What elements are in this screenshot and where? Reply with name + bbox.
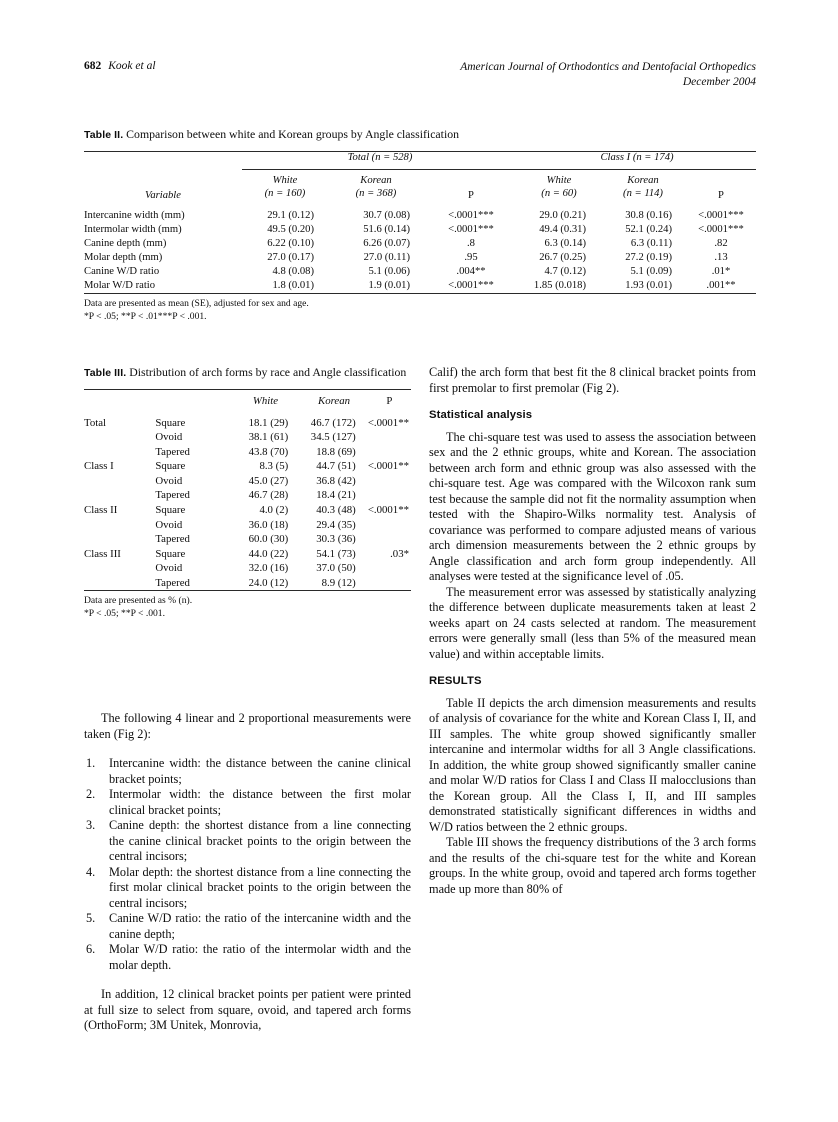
row-korean: 37.0 (50) (316, 562, 356, 575)
table-2-class1-white-header (518, 170, 600, 205)
table-2-number: Table II. (84, 129, 124, 141)
row-arch-form: Ovoid (155, 474, 183, 487)
row-total-p: .004** (456, 266, 486, 278)
list-item-marker: 4. (86, 864, 96, 879)
row-class1-korean: 1.93 (0.01) (625, 280, 672, 292)
row-arch-form: Square (155, 547, 186, 560)
row-class1-p: .001** (706, 280, 736, 292)
row-white: 32.0 (16) (248, 562, 289, 575)
row-p: <.0001** (367, 460, 409, 473)
row-p (368, 532, 411, 547)
list-item-text: Intercanine width: the distance between the canine clinical bracket points; (109, 756, 411, 786)
row-arch-form: Ovoid (155, 518, 183, 531)
row-class1-white: 26.7 (0.25) (539, 252, 586, 264)
row-total-white: 49.5 (0.20) (267, 223, 314, 235)
row-total-p: .95 (464, 252, 478, 264)
statistical-paragraph-2: The measurement error was assessed by statistically analyzing the difference between duplicate measurements taken at least 2 weeks apart on 24 casts selected at random. The measurement errors were generally small (less than 5% of the measured mean value) and within acceptable limits. (429, 584, 756, 661)
row-white: 43.8 (70) (248, 445, 289, 458)
row-white: 44.0 (22) (248, 547, 289, 560)
table-row (84, 430, 411, 445)
table-3-korean-header: Korean (318, 394, 350, 407)
label-line-1: White (272, 174, 298, 186)
running-head (84, 60, 756, 100)
row-arch-form: Tapered (155, 445, 190, 458)
row-p: <.0001** (367, 416, 409, 429)
page-number: 682 (84, 60, 102, 72)
row-total-white: 4.8 (0.08) (272, 266, 314, 278)
row-korean: 29.4 (35) (316, 518, 356, 531)
table-2-class1-p-header: P (718, 189, 724, 201)
list-item-marker: 2. (86, 787, 96, 801)
row-p (368, 561, 411, 576)
row-total-p: <.0001*** (448, 209, 494, 221)
list-item-text: Intermolar width: the distance between the first molar clinical bracket points; (109, 787, 411, 817)
row-class1-korean: 6.3 (0.11) (630, 237, 672, 249)
row-p (368, 474, 411, 489)
table-row (84, 205, 756, 223)
table-row (84, 444, 411, 459)
row-group (84, 430, 155, 445)
row-korean: 40.3 (48) (316, 504, 356, 517)
row-group: Class II (84, 504, 118, 517)
list-item (84, 865, 411, 912)
table-3-number: Table III. (84, 367, 127, 379)
measures-intro-paragraph: The following 4 linear and 2 proportional measurements were taken (Fig 2): (84, 711, 411, 741)
row-class1-p: .01* (711, 266, 731, 278)
heading-results: RESULTS (429, 675, 482, 687)
row-p (368, 430, 411, 445)
table-3-footnotes (84, 591, 411, 620)
left-closing-paragraph: In addition, 12 clinical bracket points per patient were printed at full size to select from square, ovoid, and tapered arch forms (OrthoForm; 3M Unitek, Monrovia, (84, 987, 411, 1032)
row-group (84, 532, 155, 547)
row-korean: 8.9 (12) (321, 577, 356, 590)
row-korean: 54.1 (73) (316, 547, 356, 560)
list-item-text: Molar W/D ratio: the ratio of the intermolar width and the molar depth. (109, 942, 411, 972)
running-head-right (460, 60, 756, 89)
table-row (84, 412, 411, 430)
table-3-caption (84, 365, 411, 382)
table-2-footnote-1: Data are presented as mean (SE), adjusted for sex and age. (84, 298, 309, 310)
row-total-p: <.0001*** (448, 223, 494, 235)
continuation-paragraph: Calif) the arch form that best fit the 8 clinical bracket points from first premolar to first premolar (Fig 2). (429, 365, 756, 395)
label-line-2: (n = 368) (355, 188, 397, 199)
table-2-grid (84, 152, 756, 294)
table-2-footnote-2: *P < .05; **P < .01***P < .001. (84, 310, 207, 322)
table-row (84, 236, 756, 250)
row-total-p: .8 (467, 237, 475, 249)
table-row (84, 459, 411, 474)
table-3-footnote-2: *P < .05; **P < .001. (84, 607, 166, 619)
row-group (84, 576, 155, 591)
row-class1-white: 6.3 (0.14) (544, 237, 586, 249)
row-korean: 34.5 (127) (310, 431, 356, 444)
label-line-2: (n = 60) (541, 188, 577, 199)
row-group: Class I (84, 460, 114, 473)
table-row (84, 532, 411, 547)
table-2-class1-korean-header (600, 170, 686, 205)
list-item-text: Canine depth: the shortest distance from a line connecting the canine clinical bracket points to the origin between the central incisors; (109, 818, 411, 863)
list-item-text: Molar depth: the shortest distance from a line connecting the first molar clinical bracket points to the origin between the central incisors; (109, 864, 411, 910)
row-arch-form: Square (155, 504, 186, 517)
row-class1-white: 29.0 (0.21) (539, 209, 586, 221)
row-class1-korean: 27.2 (0.19) (625, 252, 672, 264)
row-white: 46.7 (28) (248, 489, 289, 502)
table-2-total-white-header (242, 170, 328, 205)
row-class1-korean: 30.8 (0.16) (625, 209, 672, 221)
list-item-marker: 3. (86, 818, 96, 832)
table-row (84, 561, 411, 576)
row-arch-form: Tapered (155, 533, 190, 546)
table-row (84, 547, 411, 562)
row-total-korean: 51.6 (0.14) (363, 223, 410, 235)
row-white: 60.0 (30) (248, 533, 289, 546)
running-head-left (84, 60, 156, 72)
row-total-white: 6.22 (0.10) (267, 237, 314, 249)
row-group: Class III (84, 547, 121, 560)
row-arch-form: Ovoid (155, 431, 183, 444)
table-row (84, 576, 411, 591)
list-item-marker: 6. (86, 942, 96, 956)
list-item (84, 818, 411, 865)
issue-date: December 2004 (682, 75, 756, 88)
table-2-subhead-row (84, 170, 756, 205)
row-korean: 44.7 (51) (316, 460, 356, 473)
row-p (368, 488, 411, 503)
table-2-group-total: Total (n = 528) (347, 151, 413, 163)
row-class1-white: 4.7 (0.12) (544, 266, 586, 278)
table-3-caption-text: Distribution of arch forms by race and Angle classification (129, 365, 407, 379)
label-line-2: (n = 160) (264, 188, 306, 199)
measures-list (84, 756, 411, 973)
table-row (84, 503, 411, 518)
row-korean: 36.8 (42) (316, 474, 356, 487)
table-row (84, 265, 756, 279)
table-3-p-header: P (386, 394, 393, 407)
row-class1-p: .13 (714, 252, 728, 264)
table-2-caption (84, 127, 756, 144)
list-item (84, 911, 411, 942)
row-variable: Canine W/D ratio (84, 266, 160, 278)
row-total-korean: 5.1 (0.06) (368, 266, 410, 278)
table-3-grid (84, 390, 411, 591)
label-line-1: White (546, 174, 572, 186)
row-p (368, 444, 411, 459)
row-class1-white: 49.4 (0.31) (539, 223, 586, 235)
row-variable: Molar W/D ratio (84, 280, 156, 292)
row-group (84, 444, 155, 459)
row-variable: Intercanine width (mm) (84, 209, 185, 221)
row-class1-p: .82 (714, 237, 728, 249)
table-3-head (84, 390, 411, 412)
list-item-text: Canine W/D ratio: the ratio of the intercanine width and the canine depth; (109, 911, 411, 941)
row-white: 38.1 (61) (248, 431, 289, 444)
row-class1-korean: 5.1 (0.09) (630, 266, 672, 278)
row-total-korean: 30.7 (0.08) (363, 209, 410, 221)
row-p (368, 576, 411, 591)
table-2 (84, 127, 756, 323)
row-class1-white: 1.85 (0.018) (533, 280, 586, 292)
row-total-white: 27.0 (0.17) (267, 252, 314, 264)
row-arch-form: Tapered (155, 489, 190, 502)
row-arch-form: Tapered (155, 577, 190, 590)
table-row (84, 279, 756, 293)
row-total-korean: 27.0 (0.11) (363, 252, 410, 264)
row-korean: 18.4 (21) (316, 489, 356, 502)
row-class1-p: <.0001*** (698, 209, 744, 221)
label-line-2: (n = 114) (623, 188, 663, 199)
row-white: 45.0 (27) (248, 474, 289, 487)
running-head-authors: Kook et al (108, 60, 156, 72)
row-group: Total (84, 416, 107, 429)
table-row (84, 474, 411, 489)
list-item-marker: 5. (86, 911, 96, 925)
table-2-variable-header: Variable (145, 189, 181, 201)
row-arch-form: Square (155, 460, 186, 473)
results-paragraph-1: Table II depicts the arch dimension measurements and results of analysis of covariance for the white and Korean Class I, II, and III samples. The white group showed significantly smaller intercanine and intermolar widths for all 3 Angle classifications. In addition, the white group showed significantly smaller canine and molar W/D ratios for Class I and Class II malocclusions than the Korean group. All the Class I, II, and III samples demonstrated statistically significant differences in widths and W/D ratios between the 2 ethnic groups. (429, 695, 756, 834)
row-total-p: <.0001*** (448, 280, 494, 292)
table-3-body (84, 412, 411, 591)
row-korean: 46.7 (172) (310, 416, 356, 429)
table-2-footnotes (84, 294, 756, 323)
table-2-group-class1: Class I (n = 174) (600, 151, 674, 163)
list-item (84, 756, 411, 787)
row-p: .03* (390, 547, 409, 560)
row-korean: 30.3 (36) (316, 533, 356, 546)
heading-statistical-analysis: Statistical analysis (429, 409, 533, 421)
right-column-body (429, 365, 756, 897)
row-variable: Canine depth (mm) (84, 237, 167, 249)
table-2-head (84, 152, 756, 205)
table-2-total-p-header: P (468, 189, 474, 201)
table-2-group-title-row (84, 152, 756, 166)
row-white: 18.1 (29) (248, 416, 289, 429)
row-group (84, 517, 155, 532)
table-row (84, 488, 411, 503)
left-column-body (84, 711, 411, 1034)
table-row (84, 250, 756, 264)
list-item (84, 942, 411, 973)
row-variable: Molar depth (mm) (84, 252, 163, 264)
table-3-header-row (84, 390, 411, 412)
statistical-paragraph-1: The chi-square test was used to assess the association between sex and the 2 ethnic groups, white and Korean. The association between arch form and ethnic group was also assessed with the chi-square test. Age was compared with the Wilcoxon rank sum test because the sample did not fit the normality assumption when tested with the Shapiro-Wilks normality test. Analysis of covariance was performed to compare adjusted means of various arch dimension measurements between the 2 ethnic groups by Angle classification and arch form group independently. All analyses were tested at the significance level of .05. (429, 429, 756, 583)
table-3-footnote-1: Data are presented as % (n). (84, 595, 193, 607)
table-3 (84, 365, 411, 621)
row-arch-form: Square (155, 416, 186, 429)
row-white: 4.0 (2) (259, 504, 289, 517)
table-2-total-korean-header (328, 170, 424, 205)
list-item (84, 787, 411, 818)
row-group (84, 561, 155, 576)
row-total-white: 1.8 (0.01) (272, 280, 314, 292)
row-korean: 18.8 (69) (316, 445, 356, 458)
results-paragraph-2: Table III shows the frequency distributions of the 3 arch forms and the results of the chi-square test for the white and Korean groups. In the white group, ovoid and tapered arch forms together made up more than 80% of (429, 835, 756, 896)
list-item-marker: 1. (86, 756, 96, 770)
label-line-1: Korean (627, 174, 659, 186)
row-p: <.0001** (367, 504, 409, 517)
table-row (84, 222, 756, 236)
table-3-white-header: White (252, 394, 279, 407)
row-white: 36.0 (18) (248, 518, 289, 531)
row-white: 8.3 (5) (259, 460, 289, 473)
row-total-korean: 1.9 (0.01) (368, 280, 410, 292)
row-white: 24.0 (12) (248, 577, 289, 590)
table-2-body (84, 205, 756, 294)
row-total-white: 29.1 (0.12) (267, 209, 314, 221)
row-total-korean: 6.26 (0.07) (363, 237, 410, 249)
table-row (84, 517, 411, 532)
row-group (84, 474, 155, 489)
table-2-caption-text: Comparison between white and Korean groups by Angle classification (126, 127, 460, 141)
row-group (84, 488, 155, 503)
row-class1-korean: 52.1 (0.24) (625, 223, 672, 235)
row-variable: Intermolar width (mm) (84, 223, 182, 235)
row-p (368, 517, 411, 532)
row-class1-p: <.0001*** (698, 223, 744, 235)
row-arch-form: Ovoid (155, 562, 183, 575)
journal-title: American Journal of Orthodontics and Dentofacial Orthopedics (460, 61, 756, 73)
label-line-1: Korean (360, 174, 392, 186)
